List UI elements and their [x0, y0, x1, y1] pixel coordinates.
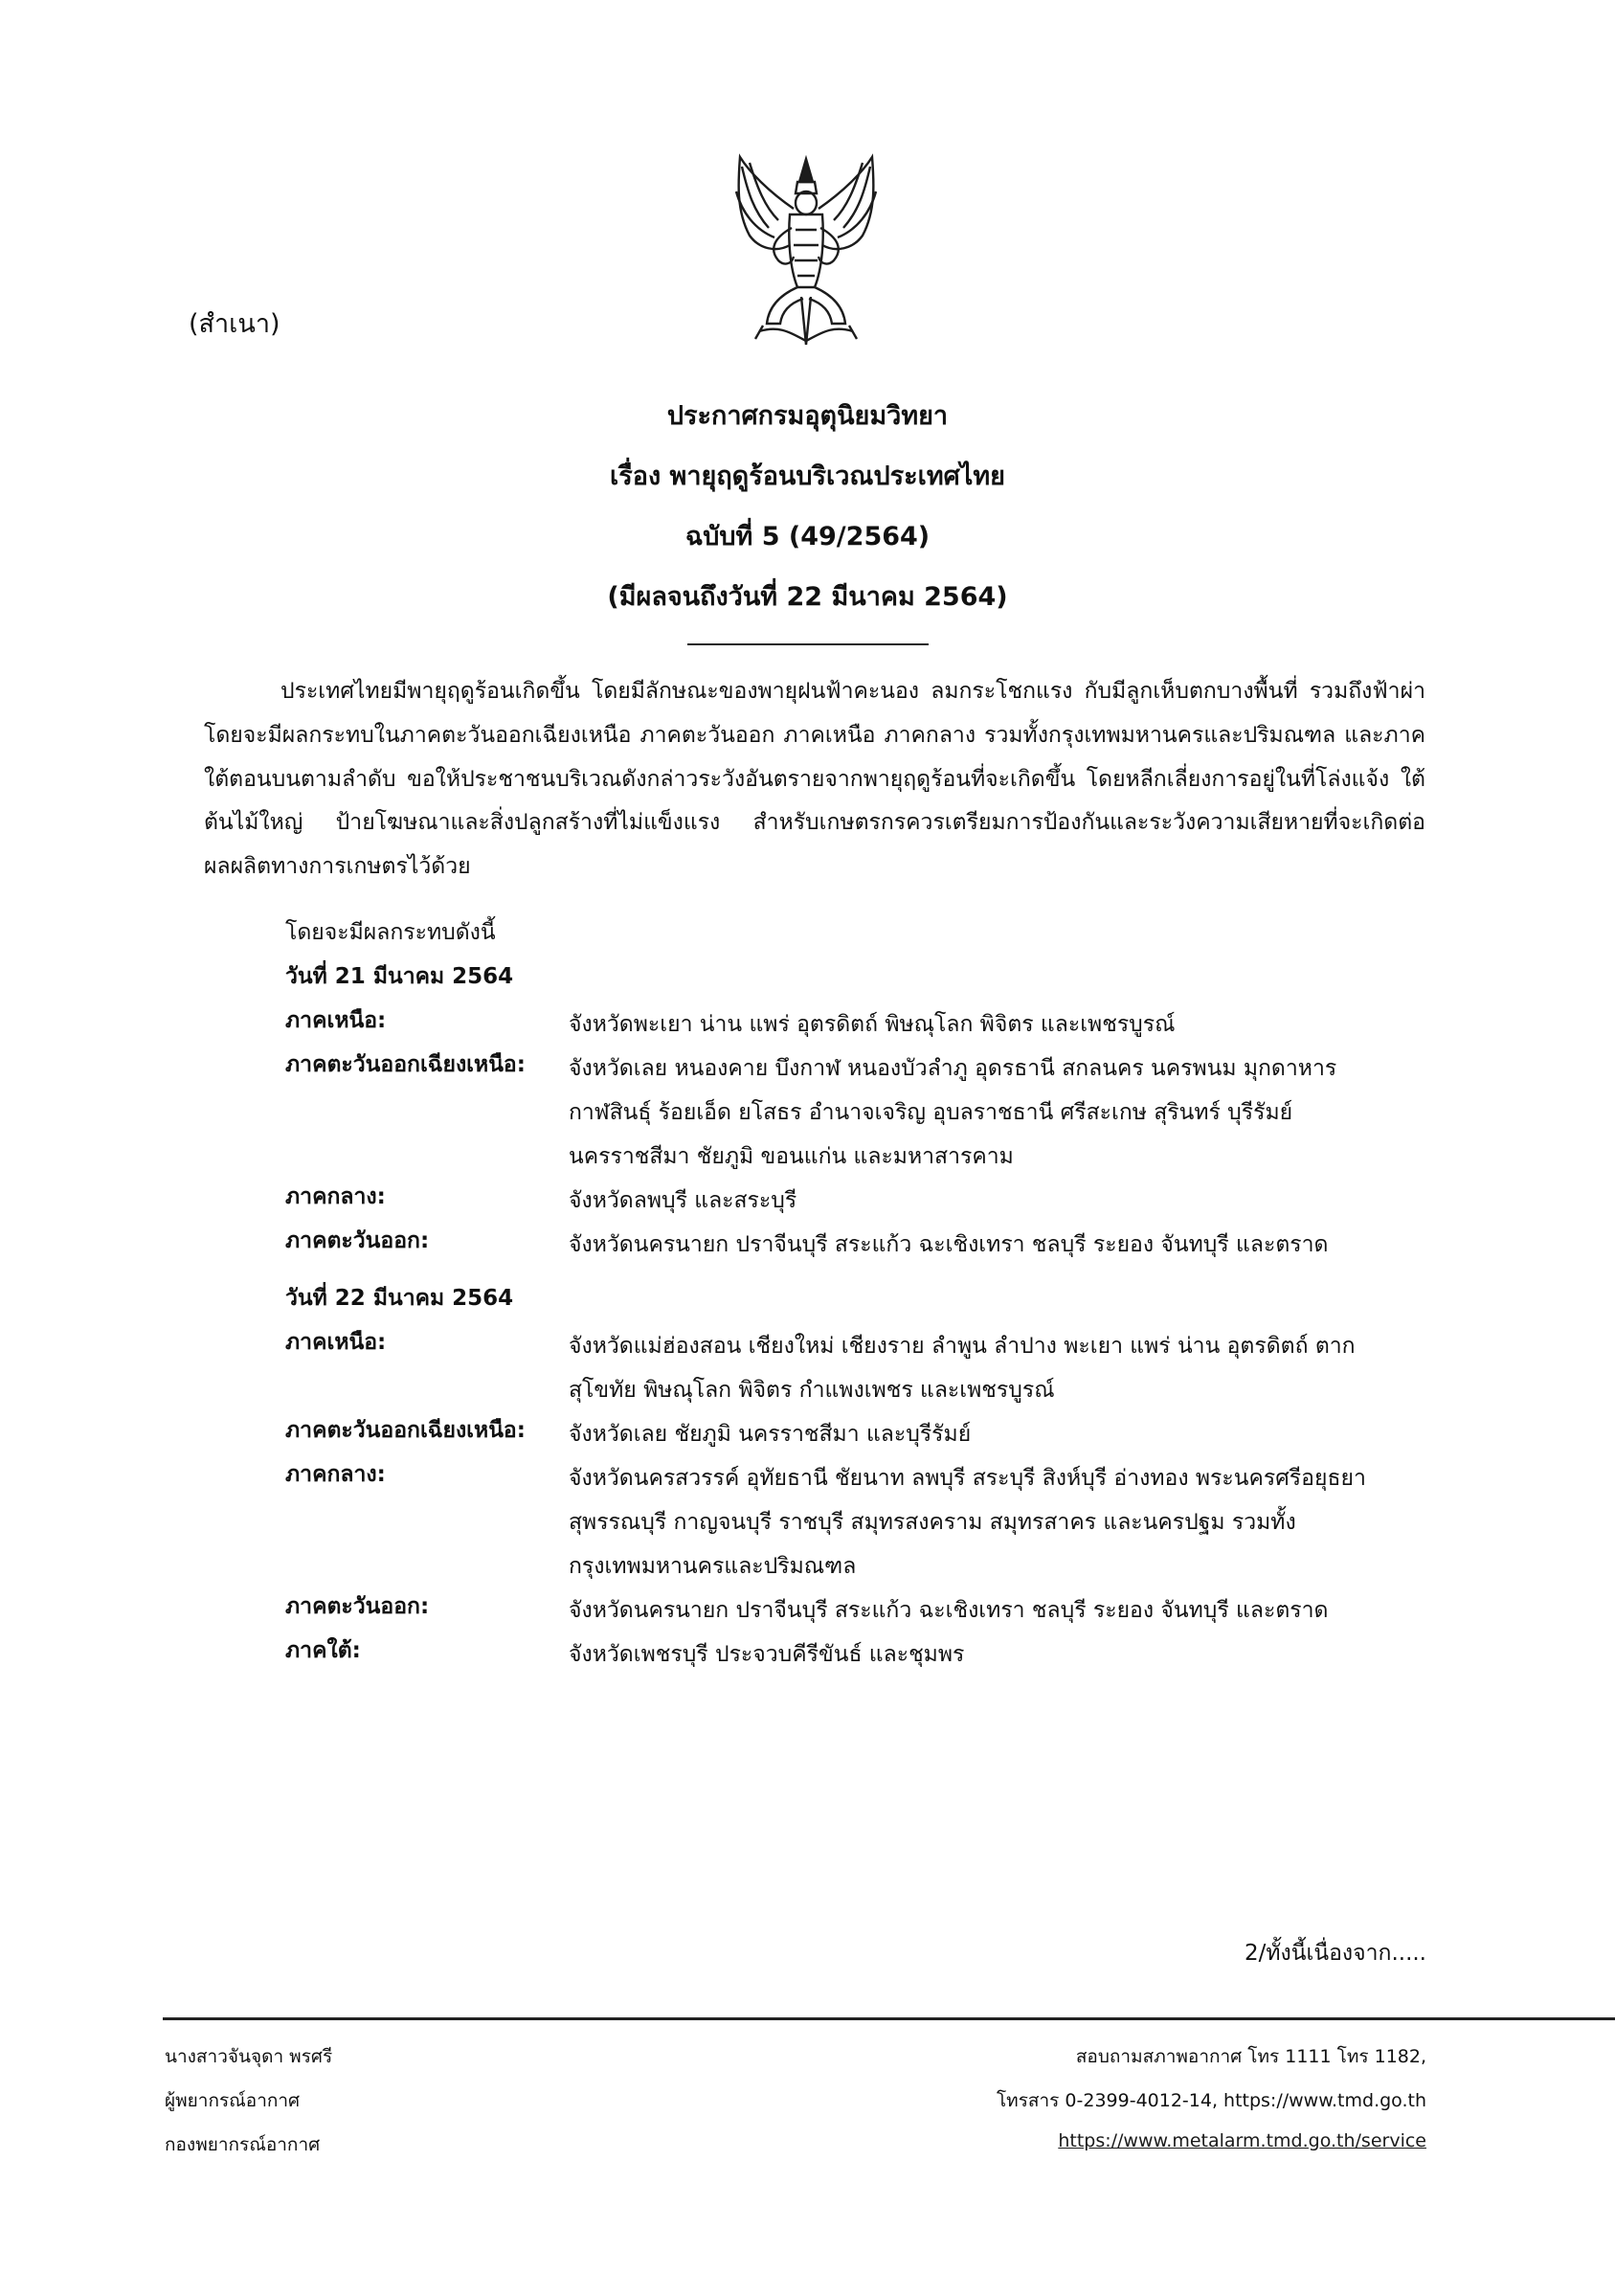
continued-note: 2/ทั้งนี้เนื่องจาก..... [1245, 1941, 1426, 1966]
announcement-subject: เรื่อง พายุฤดูร้อนบริเวณประเทศไทย [610, 461, 1005, 491]
body-paragraph [204, 670, 1425, 889]
garuda-emblem-icon [721, 153, 891, 349]
day2-region-provinces: จังหวัดเลย ชัยภูมิ นครราชสีมา และบุรีรัมย์ [569, 1422, 972, 1447]
day1-region-provinces: จังหวัดนครนายก ปราจีนบุรี สระแก้ว ฉะเชิงเทรา ชลบุรี ระยอง จันทบุรี และตราด [569, 1232, 1329, 1257]
day1-region-provinces: จังหวัดลพบุรี และสระบุรี [569, 1188, 797, 1213]
day2-region-label: ภาคตะวันออก: [285, 1594, 430, 1619]
day1-region-label: ภาคกลาง: [285, 1184, 386, 1209]
announcement-title: ประกาศกรมอุตุนิยมวิทยา [666, 401, 949, 431]
day1-region-label: ภาคตะวันออกเฉียงเหนือ: [285, 1052, 526, 1077]
forecaster-division: กองพยากรณ์อากาศ [165, 2134, 321, 2155]
impact-intro: โดยจะมีผลกระทบดังนี้ [285, 920, 496, 945]
forecaster-position: ผู้พยากรณ์อากาศ [165, 2090, 301, 2111]
copy-label: (สำเนา) [189, 309, 280, 339]
day1-region-label: ภาคเหนือ: [285, 1008, 387, 1033]
day1-region-provinces: จังหวัดเลย หนองคาย บึงกาฬ หนองบัวลำภู อุดรธานี สกลนคร นครพนม มุกดาหาร กาฬสินธุ์ ร้อยเอ็ด ยโสธร อำนาจเจริญ อุบลราชธานี ศรีสะเกษ สุรินทร์ บุรีรัมย์ นครราชสีมา ชัยภูมิ ขอนแก่น และมหาสารคาม [569, 1056, 1337, 1169]
metalarm-service-link[interactable]: https://www.metalarm.tmd.go.th/service [1058, 2130, 1426, 2151]
day2-region-label: ภาคใต้: [285, 1638, 361, 1663]
contact-phone: สอบถามสภาพอากาศ โทร 1111 โทร 1182, [1075, 2046, 1426, 2067]
day2-region-provinces: จังหวัดนครนายก ปราจีนบุรี สระแก้ว ฉะเชิงเทรา ชลบุรี ระยอง จันทบุรี และตราด [569, 1598, 1329, 1623]
day1-date: วันที่ 21 มีนาคม 2564 [285, 964, 514, 989]
day2-region-label: ภาคกลาง: [285, 1462, 386, 1487]
day2-region-provinces: จังหวัดเพชรบุรี ประจวบคีรีขันธ์ และชุมพร [569, 1642, 965, 1667]
day2-region-provinces: จังหวัดแม่ฮ่องสอน เชียงใหม่ เชียงราย ลำพูน ลำปาง พะเยา แพร่ น่าน อุตรดิตถ์ ตาก สุโขทัย พิษณุโลก พิจิตร กำแพงเพชร และเพชรบูรณ์ [569, 1334, 1356, 1403]
day2-region-label: ภาคตะวันออกเฉียงเหนือ: [285, 1418, 526, 1443]
day2-date: วันที่ 22 มีนาคม 2564 [285, 1286, 514, 1311]
day2-region-label: ภาคเหนือ: [285, 1330, 387, 1355]
day2-region-provinces: จังหวัดนครสวรรค์ อุทัยธานี ชัยนาท ลพบุรี สระบุรี สิงห์บุรี อ่างทอง พระนครศรีอยุธยา สุพรรณบุรี กาญจนบุรี ราชบุรี สมุทรสงคราม สมุทรสาคร และนครปฐม รวมทั้งกรุงเทพมหานครและปริมณฑล [569, 1466, 1366, 1579]
contact-fax-website: โทรสาร 0-2399-4012-14, https://www.tmd.go.th [996, 2090, 1426, 2111]
announcement-validity: (มีผลจนถึงวันที่ 22 มีนาคม 2564) [607, 582, 1008, 612]
announcement-number: ฉบับที่ 5 (49/2564) [684, 522, 931, 551]
day1-region-label: ภาคตะวันออก: [285, 1228, 430, 1253]
day1-region-provinces: จังหวัดพะเยา น่าน แพร่ อุตรดิตถ์ พิษณุโลก พิจิตร และเพชรบูรณ์ [569, 1012, 1176, 1037]
body-paragraph-text: ประเทศไทยมีพายุฤดูร้อนเกิดขึ้น โดยมีลักษณะของพายุฝนฟ้าคะนอง ลมกระโชกแรง กับมีลูกเห็บตกบางพื้นที่ รวมถึงฟ้าผ่า โดยจะมีผลกระทบในภาคตะวันออกเฉียงเหนือ ภาคตะวันออก ภาคเหนือ ภาคกลาง รวมทั้งกรุงเทพมหานครและปริมณฑล และภาคใต้ตอนบนตามลำดับ ขอให้ประชาชนบริเวณดังกล่าวระวังอันตรายจากพายุฤดูร้อนที่จะเกิดขึ้น โดยหลีกเลี่ยงการอยู่ในที่โล่งแจ้ง ใต้ต้นไม้ใหญ่ ป้ายโฆษณาและสิ่งปลูกสร้างที่ไม่แข็งแรง สำหรับเกษตรกรควรเตรียมการป้องกันและระวังความเสียหายที่จะเกิดต่อผลผลิตทางการเกษตรไว้ด้วย [204, 679, 1425, 880]
title-separator [687, 643, 929, 645]
forecaster-name: นางสาวจันจุดา พรศรี [165, 2046, 333, 2067]
footer-rule [163, 2017, 1615, 2020]
